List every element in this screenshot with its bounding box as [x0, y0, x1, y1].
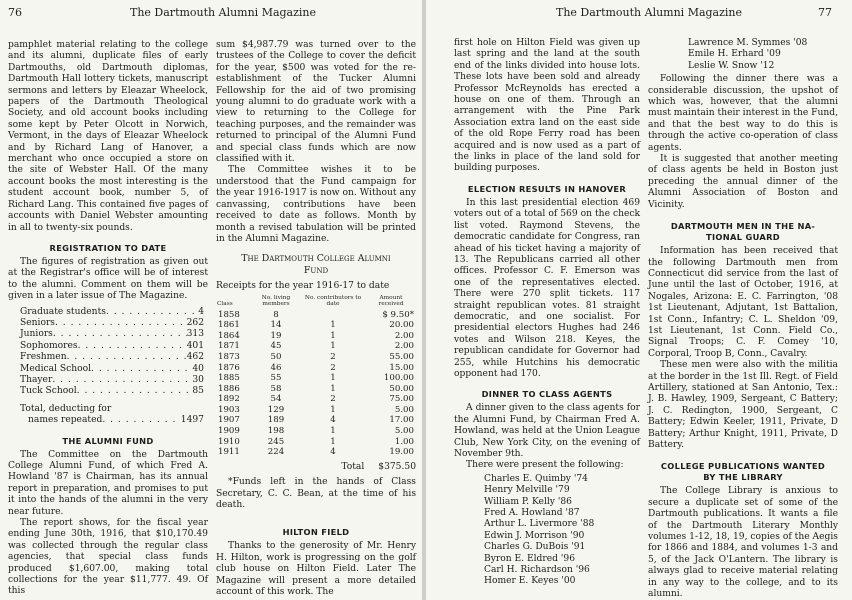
- right-column-2: [648, 38, 838, 600]
- fund-table-row: 1873 50 2 55.00: [218, 351, 414, 362]
- national-guard-paragraph-2: These men were also with the militia at the border in the 1st Ill. Regt. of Field Artillery, stationed at San Antonio, Tex.: J. B. Hawley, 1909, Sergeant, C Battery; J. C. Redington, 1900, Sergeant, C Battery; Edwin Keeler, 1911, Private, D Battery; Arthur Knight, 1911, Private, D Battery.: [648, 360, 838, 450]
- fund-table-row: 1909 198 1 5.00: [218, 426, 414, 437]
- right-running-head: The Dartmouth Alumni Magazine: [556, 6, 743, 19]
- registration-list: [8, 303, 208, 427]
- left-column-1: [8, 40, 208, 598]
- right-page: [426, 0, 852, 600]
- dinner-paragraph: A dinner given to the class agents for the Alumni Fund, by Chairman Fred A. Howland, was held at the Union League Club, New York City, on the evening of November 9th.: [454, 403, 640, 459]
- attendee: Fred A. Howland '87: [484, 508, 580, 519]
- fund-total-row: Total $375.50: [341, 461, 416, 472]
- right-column-1: [454, 38, 640, 590]
- national-guard-paragraph-1: Information has been received that the following Dartmouth men from Connecticut did service from the last of June until the last of October, 1916, at Nogales, Arizona: E. C. Farrington, '08 1st Lieutenant, Adjutant, 1st Battalion, 1st Conn., Infantry; C. L. Sheldon '09, 1st Lieutenant, 1st Conn. Field Co., Signal Troops; C. F. Comey '10, Corporal, Troop B, Conn., Cavalry.: [648, 246, 838, 359]
- dinner-heading: DINNER TO CLASS AGENTS: [481, 389, 613, 400]
- fund-table: [216, 295, 416, 458]
- fund-table-row: 1864 19 1 2.00: [218, 330, 414, 341]
- registration-total-row: names repeated . . . 1497: [20, 415, 204, 426]
- left-running-head: The Dartmouth Alumni Magazine: [130, 6, 317, 19]
- attendee: Arthur L. Livermore '88: [484, 519, 595, 530]
- alumni-fund-paragraph-4: The Committee wishes it to be understood that the Fund campaign for the year 1916-1917 is now on. Without any canvassing, contributions have been received to date as follows. Month by month a revised tabulation will be printed in the Alumni Magazine.: [216, 165, 416, 244]
- fund-table-row: 1861 14 1 20.00: [218, 320, 414, 331]
- registration-row: Freshmen . . . 462: [20, 352, 204, 363]
- election-paragraph: In this last presidential election 469 voters out of a total of 569 on the check list voted. Raymond Stevens, the democratic candidate for Congress, ran ahead of his ticket having a majority of 13. The Republicans carried all other offices. Professor C. F. Emerson was one of the representatives elected. There were 270 split tickets. 117 straight republican votes. 81 straight democratic, and one socialist. For presidential electors Hughes had 246 votes and Wilson 218. Keyes, the republican candidate for Governor had 255, while Hutchins his democratic opponent had 170.: [454, 197, 640, 379]
- dinner-present-line: There were present the following:: [466, 460, 624, 471]
- alumni-fund-paragraph-3: sum $4,987.79 was turned over to the trustees of the College to cover the deficit for the year, $500 was voted for the re-establishment of the Tucker Alumni Fellowship for the aid of two promising young alumni to do graduate work with a view to returning to the College for teaching purposes, and the remainder was returned to principal of the Alumni Fund and special class funds which are now classified with it.: [216, 40, 416, 165]
- fund-table-row: 1911 224 4 19.00: [218, 447, 414, 458]
- left-column-2: [216, 40, 416, 599]
- attendee: Charles E. Quimby '74: [484, 473, 588, 484]
- registration-row: Graduate students . . . 4: [20, 307, 204, 318]
- fund-receipts-caption: Receipts for the year 1916-17 to date: [216, 281, 390, 292]
- fund-table-row: 1885 55 1 100.00: [218, 373, 414, 384]
- registration-row: Thayer . . . 30: [20, 375, 204, 386]
- attendee: Charles G. DuBois '91: [484, 542, 586, 553]
- fund-table-header: Class No. living members No. contributors to date Amount received: [217, 294, 404, 308]
- attendee: William P. Kelly '86: [484, 496, 572, 507]
- attendee: Emile H. Erhard '09: [688, 49, 781, 60]
- attendee: Edwin J. Morrison '90: [484, 530, 585, 541]
- attendee: Leslie W. Snow '12: [688, 60, 775, 71]
- attendee: Lawrence M. Symmes '08: [688, 38, 808, 48]
- attendee: Byron E. Eldred '96: [484, 553, 576, 564]
- fund-table-row: 1876 46 2 15.00: [218, 362, 414, 373]
- fund-table-title: The Dartmouth College Alumni Fund: [241, 253, 391, 277]
- dinner-attendees: [454, 474, 640, 588]
- fund-footnote: *Funds left in the hands of Class Secretary, C. C. Bean, at the time of his death.: [216, 477, 416, 511]
- registration-row: Sophomores . . . 401: [20, 341, 204, 352]
- registration-row: Medical School . . . 40: [20, 364, 204, 375]
- registration-row: Tuck School . . . 85: [20, 386, 204, 397]
- fund-table-row: 1903 129 1 5.00: [218, 404, 414, 415]
- dinner-attendees-continued: [648, 38, 838, 72]
- registration-heading: REGISTRATION TO DATE: [49, 242, 167, 253]
- library-publications-paragraph: The College Library is anxious to secure a duplicate set of some of the Dartmouth publications. It wants a file of the Dartmouth Literary Monthly volumes 1-12, 18, 19, copies of the Aegis for 1866 and 1884, and volumes 1-3 and 5, of the Jack O'Lantern. The library is always glad to receive material relating in any way to the college, and to its alumni.: [648, 486, 838, 600]
- fund-table-row: 1892 54 2 75.00: [218, 394, 414, 405]
- national-guard-heading: DARTMOUTH MEN IN THE NA- TIONAL GUARD: [670, 221, 816, 243]
- fund-table-row: 1886 58 1 50.00: [218, 383, 414, 394]
- registration-text: The figures of registration as given out at the Registrar's office will be of interest to the alumni. Comment on them will be given in a later issue of The Magazine.: [8, 256, 208, 302]
- registration-total-label: Total, deducting for: [20, 403, 112, 414]
- registration-row: Juniors . . . 313: [20, 329, 204, 340]
- fund-table-row: 1858 8 $ 9.50*: [218, 309, 414, 320]
- fund-table-row: 1910 245 1 1.00: [218, 436, 414, 447]
- election-heading: ELECTION RESULTS IN HANOVER: [467, 183, 627, 194]
- left-page: [0, 0, 422, 600]
- hilton-field-continued: first hole on Hilton Field was given up last spring and the land at the south end of the links divided into house lots. These lots have been sold and already Professor McReynolds has erected a house on one of them. Through an arrangement with the Pine Park Association extra land on the east side of the old Rope Ferry road has been acquired and is now used as a part of the links in place of the land sold for building purposes.: [454, 38, 640, 174]
- alumni-fund-paragraph-2: The report shows, for the fiscal year ending June 30th, 1916, that $10,170.49 was collected through the regular class agencies, that special class funds produced $1,607.00, making total collections for the year $11,777. 49. Of this: [8, 518, 208, 597]
- library-intro-paragraph: pamphlet material relating to the college and its alumni, duplicate files of early Dartmouths, old Dartmouth diplomas, Dartmouth Hall lottery tickets, manuscript sermons and letters by Eleazar Wheelock, papers of the Dartmouth Theological Society, and old account books including some kept by Peter Olcott in Norwich, Vermont, in the days of Eleazar Wheelock and by Richard Lang of Hanover, a merchant who once occupied a store on the site of Webster Hall. Of the many account books the most interesting is the student account book, number 5, of Richard Lang. This contained five pages of accounts with Daniel Webster amounting in all to twenty-six pounds.: [8, 40, 208, 233]
- dinner-discussion-paragraph: Following the dinner there was a considerable discussion, the upshot of which was, however, that the alumni must maintain their interest in the Fund, and that the best way to do this is through the active co-operation of class agents.: [648, 74, 838, 153]
- fund-table-row: 1871 45 1 2.00: [218, 341, 414, 352]
- attendee: Henry Melville '79: [484, 485, 570, 496]
- dinner-suggestion-paragraph: It is suggested that another meeting of class agents be held in Boston just preceding the annual dinner of the Alumni Association of Boston and Vicinity.: [648, 154, 838, 210]
- alumni-fund-heading: THE ALUMNI FUND: [62, 435, 154, 446]
- hilton-field-heading: HILTON FIELD: [282, 527, 350, 538]
- registration-row: Seniors . . . 262: [20, 318, 204, 329]
- attendee: Homer E. Keyes '00: [484, 576, 576, 587]
- alumni-fund-paragraph-1: The Committee on the Dartmouth College Alumni Fund, of which Fred A. Howland '87 is Chairman, has its annual report in preparation, and promises to put it into the hands of the alumni in the very near future.: [8, 449, 208, 517]
- fund-table-row: 1907 189 4 17.00: [218, 415, 414, 426]
- right-page-number: 77: [818, 6, 832, 19]
- hilton-field-paragraph: Thanks to the generosity of Mr. Henry H. Hilton, work is progressing on the golf club house on Hilton Field. Later The Magazine will present a more detailed account of this work. The: [216, 541, 416, 598]
- attendee: Carl H. Richardson '96: [484, 565, 590, 576]
- library-publications-heading: COLLEGE PUBLICATIONS WANTED BY THE LIBRARY: [660, 461, 826, 483]
- left-page-number: 76: [8, 6, 22, 19]
